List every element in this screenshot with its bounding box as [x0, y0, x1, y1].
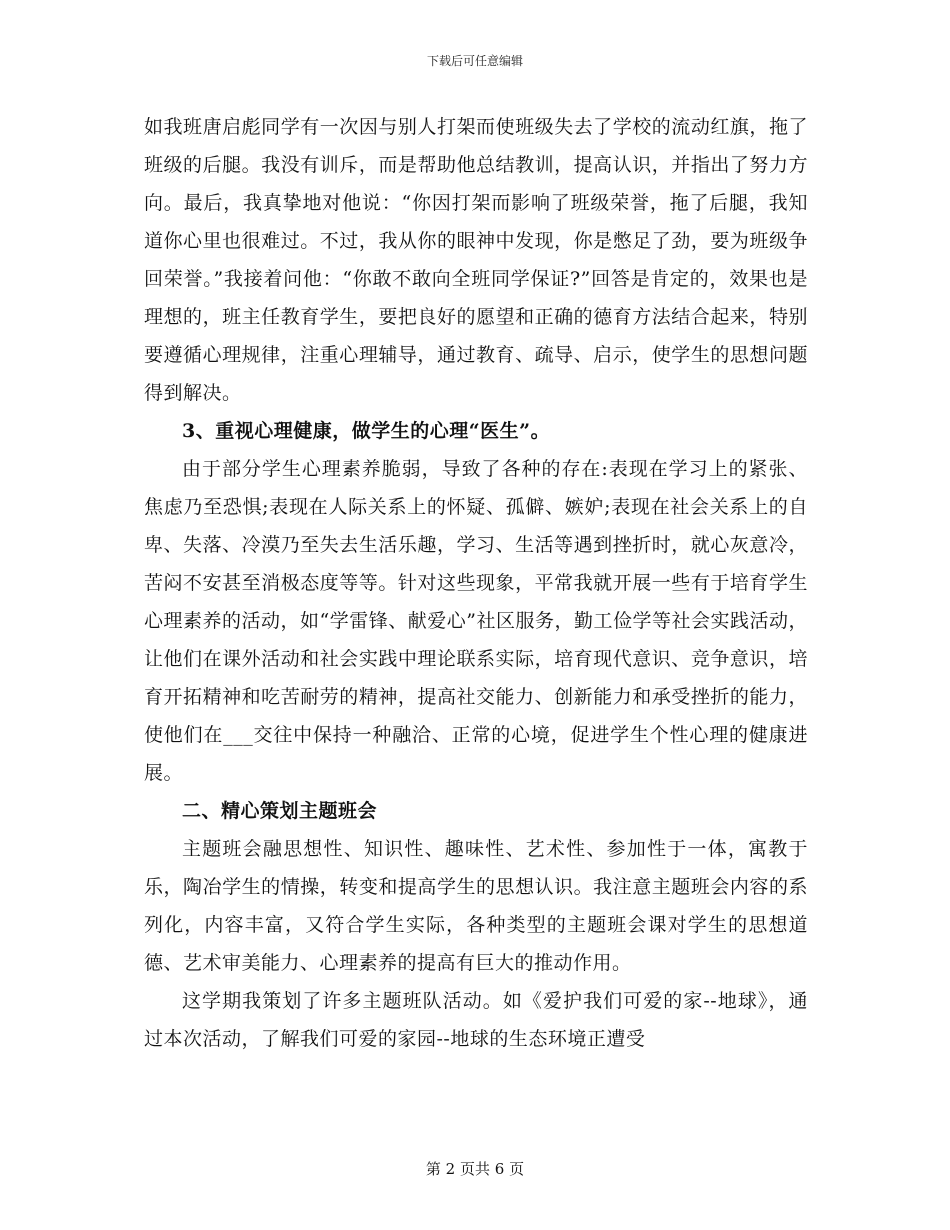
paragraph-story: 如我班唐启彪同学有一次因与别人打架而使班级失去了学校的流动红旗，拖了班级的后腿。我没有训斥，而是帮助他总结教训，提高认识，并指出了努力方向。最后，我真挚地对他说：“你因打架而影响了班级荣誉，拖了后腿，我知道你心里也很难过。不过，我从你的眼神中发现，你是憋足了劲，要为班级争回荣誉。”我接着问他：“你敢不敢向全班同学保证?”回答是肯定的，效果也是理想的，班主任教育学生，要把良好的愿望和正确的德育方法结合起来，特别要遵循心理规律，注重心理辅导，通过教育、疏导、启示，使学生的思想问题得到解决。 — [144, 116, 808, 404]
paragraph-activities: 这学期我策划了许多主题班队活动。如《爱护我们可爱的家--地球》，通过本次活动，了解我们可爱的家园--地球的生态环境正遭受 — [144, 990, 808, 1050]
paragraph-class-meeting: 主题班会融思想性、知识性、趣味性、艺术性、参加性于一体，寓教于乐，陶冶学生的情操，转变和提高学生的思想认识。我注意主题班会内容的系列化，内容丰富，又符合学生实际，各种类型的主题班会课对学生的思想道德、艺术审美能力、心理素养的提高有巨大的推动作用。 — [144, 838, 808, 974]
section-heading-mental-health: 3、重视心理健康，做学生的心理“医生”。 — [182, 420, 551, 442]
page-header: 下载后可任意编辑 — [426, 54, 523, 68]
page-number: 第 2 页共 6 页 — [425, 1160, 525, 1178]
paragraph-mental-health: 由于部分学生心理素养脆弱，导致了各种的存在:表现在学习上的紧张、焦虑乃至恐惧;表现在人际关系上的怀疑、孤僻、嫉妒;表现在社会关系上的自卑、失落、冷漠乃至失去生活乐趣，学习、生活等遇到挫折时，就心灰意冷，苦闷不安甚至消极态度等等。针对这些现象，平常我就开展一些有于培育学生心理素养的活动，如“学雷锋、献爱心”社区服务，勤工俭学等社会实践活动，让他们在课外活动和社会实践中理论联系实际，培育现代意识、竞争意识，培育开拓精神和吃苦耐劳的精神，提高社交能力、创新能力和承受挫折的能力，使他们在___交往中保持一种融洽、正常的心境，促进学生个性心理的健康进展。 — [144, 458, 808, 784]
document-body — [144, 108, 808, 1058]
section-heading-class-meeting: 二、精心策划主题班会 — [182, 800, 378, 822]
